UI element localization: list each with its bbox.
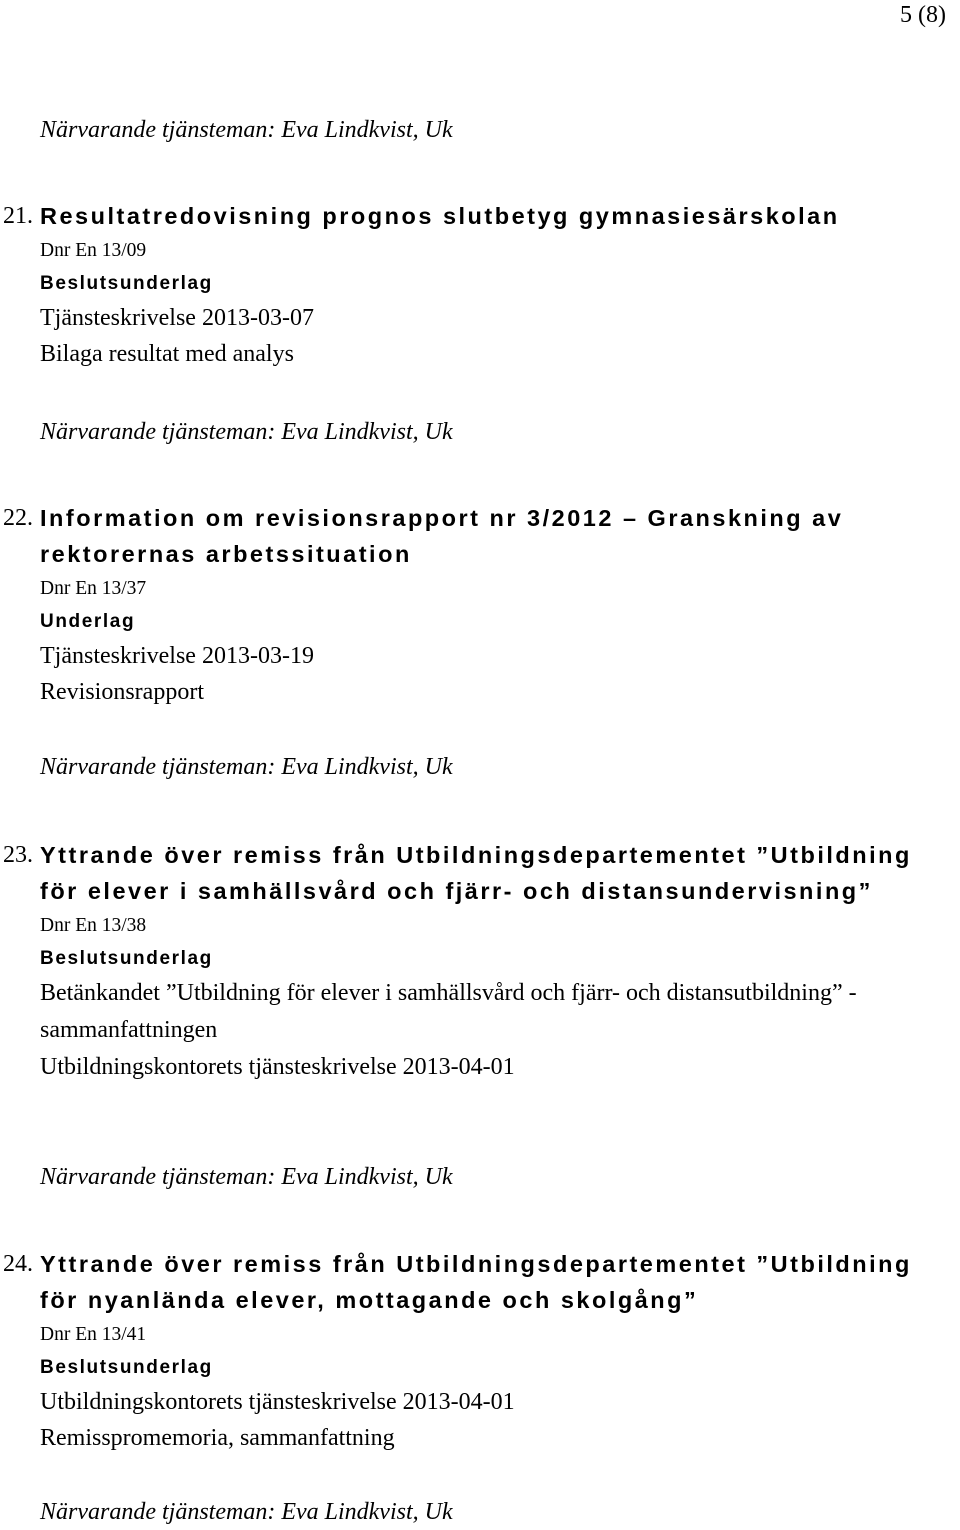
item-number: 21. — [3, 203, 33, 229]
page-number: 5 (8) — [900, 2, 946, 28]
item-dnr: Dnr En 13/09 — [40, 240, 147, 261]
item-number: 24. — [3, 1251, 33, 1277]
item-number: 22. — [3, 505, 33, 531]
document-line: Bilaga resultat med analys — [40, 341, 294, 367]
item-label: Underlag — [40, 611, 136, 632]
item-dnr: Dnr En 13/38 — [40, 915, 147, 936]
item-number: 23. — [3, 842, 33, 868]
agenda-item-22 — [0, 500, 960, 710]
document-line: Remisspromemoria, sammanfattning — [40, 1425, 395, 1451]
item-label: Beslutsunderlag — [40, 273, 213, 294]
document-line: Utbildningskontorets tjänsteskrivelse 2013-04-01 — [40, 1054, 515, 1080]
agenda-item-23 — [0, 837, 960, 1085]
document-line: Tjänsteskrivelse 2013-03-19 — [40, 643, 314, 669]
item-title: Resultatredovisning prognos slutbetyg gymnasiesärskolan — [40, 203, 840, 229]
item-label: Beslutsunderlag — [40, 948, 213, 969]
presence-note: Närvarande tjänsteman: Eva Lindkvist, Uk — [40, 419, 453, 445]
item-title: Yttrande över remiss från Utbildningsdepartementet ”Utbildning för elever i samhällsvård och fjärr- och distansundervisning” — [40, 842, 912, 904]
document-line: Utbildningskontorets tjänsteskrivelse 2013-04-01 — [40, 1389, 515, 1415]
document-line: Tjänsteskrivelse 2013-03-07 — [40, 305, 314, 331]
presence-note: Närvarande tjänsteman: Eva Lindkvist, Uk — [40, 1164, 453, 1190]
item-dnr: Dnr En 13/41 — [40, 1324, 147, 1345]
presence-note-top: Närvarande tjänsteman: Eva Lindkvist, Uk — [40, 117, 453, 143]
document-line: Betänkandet ”Utbildning för elever i samhällsvård och fjärr- och distansutbildning” - sammanfattningen — [40, 980, 857, 1043]
agenda-item-21 — [0, 198, 960, 372]
item-title: Yttrande över remiss från Utbildningsdepartementet ”Utbildning för nyanlända elever, mottagande och skolgång” — [40, 1251, 912, 1313]
presence-note: Närvarande tjänsteman: Eva Lindkvist, Uk — [40, 1499, 453, 1525]
document-line: Revisionsrapport — [40, 679, 204, 705]
presence-note: Närvarande tjänsteman: Eva Lindkvist, Uk — [40, 754, 453, 780]
item-label: Beslutsunderlag — [40, 1357, 213, 1378]
item-title: Information om revisionsrapport nr 3/2012 – Granskning av rektorernas arbetssituation — [40, 505, 844, 567]
item-dnr: Dnr En 13/37 — [40, 578, 147, 599]
agenda-item-24 — [0, 1246, 960, 1456]
